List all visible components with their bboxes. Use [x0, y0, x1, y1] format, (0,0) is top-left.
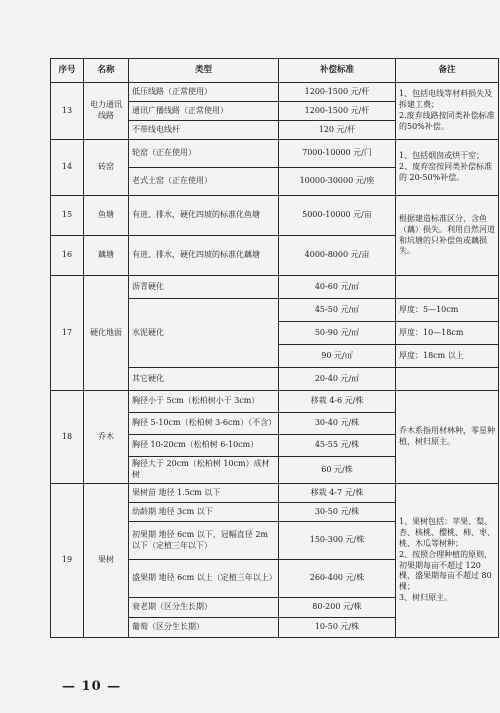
type-cell: 胸径小于 5cm（松柏树小于 3cm）: [129, 391, 279, 413]
type-cell: 胸径 10-20cm（松柏树 6-10cm）: [129, 435, 279, 457]
type-cell: 有进、排水，硬化四坡的标准化鱼塘: [129, 196, 279, 236]
table-row: [51, 276, 499, 299]
type-cell: 不带线电线杆: [129, 121, 279, 140]
row-number: 17: [51, 276, 84, 391]
row-number: 16: [51, 236, 84, 276]
type-cell: 沥青硬化: [129, 276, 279, 299]
type-cell: 衰老期（区分生长期）: [129, 598, 279, 618]
header-note: 备注: [396, 59, 499, 83]
row-name: 乔木: [84, 391, 129, 484]
standard-cell: 4000-8000 元/亩: [279, 236, 396, 276]
type-cell: 葡萄（区分生长期）: [129, 618, 279, 638]
table-row: [51, 140, 499, 168]
note-cell: [396, 276, 499, 299]
type-cell: 低压线路（正常使用）: [129, 83, 279, 102]
type-cell: 盛果期 地径 6cm 以上（定植三年以上）: [129, 560, 279, 598]
note-cell: 厚度：10—18cm: [396, 322, 499, 345]
standard-cell: 40-60 元/㎡: [279, 276, 396, 299]
row-name: 砖窑: [84, 140, 129, 196]
standard-cell: 150-300 元/株: [279, 522, 396, 560]
note-cell: 厚度：5—10cm: [396, 299, 499, 322]
note-cell: 1、包括烟囱或烘干室； 2、废弃窑按同类补偿标准的 20-50%补偿。: [396, 140, 499, 196]
row-number: 18: [51, 391, 84, 484]
header-type: 类型: [129, 59, 279, 83]
row-name: 鱼塘: [84, 196, 129, 236]
note-cell: 厚度：18cm 以上: [396, 345, 499, 368]
standard-cell: 10-50 元/株: [279, 618, 396, 638]
type-cell: 幼龄期 地径 3cm 以下: [129, 503, 279, 522]
standard-cell: 80-200 元/株: [279, 598, 396, 618]
type-cell: 胸径大于 20cm（松柏树 10cm）成材树: [129, 457, 279, 484]
row-number: 15: [51, 196, 84, 236]
standard-cell: 90 元/㎡: [279, 345, 396, 368]
note-cell: 1、果树包括：苹果、梨、杏、核桃、樱桃、柿、枣、桃、木瓜等树种； 2、按照合理种植的原则，初果期每亩不超过 120 棵，盛果期每亩不超过 80 棵； 3、树归原主。: [396, 484, 499, 638]
standard-cell: 5000-10000 元/亩: [279, 196, 396, 236]
standard-cell: 120 元/杆: [279, 121, 396, 140]
standard-cell: 20-40 元/㎡: [279, 368, 396, 391]
header-no: 序号: [51, 59, 84, 83]
header-row: [51, 59, 499, 83]
compensation-table: [50, 58, 499, 638]
standard-cell: 1200-1500 元/杆: [279, 102, 396, 121]
standard-cell: 7000-10000 元/门: [279, 140, 396, 168]
row-name: 硬化地面: [84, 276, 129, 391]
standard-cell: 260-400 元/株: [279, 560, 396, 598]
row-number: 19: [51, 484, 84, 638]
table-body: [51, 83, 499, 638]
type-cell: 老式土窑（正在使用）: [129, 168, 279, 196]
table-row: [51, 484, 499, 503]
note-cell: [396, 368, 499, 391]
table-row: [51, 391, 499, 413]
type-cell: 其它硬化: [129, 368, 279, 391]
row-name: 藕塘: [84, 236, 129, 276]
type-cell: 初果期 地径 6cm 以下，冠幅直径 2m 以下（定植三年以下）: [129, 522, 279, 560]
type-cell: 胸径 5-10cm（松柏树 3-6cm）（不含）: [129, 413, 279, 435]
note-cell: 乔木系指用材林种，零星种植，树归原主。: [396, 391, 499, 484]
row-number: 14: [51, 140, 84, 196]
standard-cell: 50-90 元/㎡: [279, 322, 396, 345]
table-row: [51, 83, 499, 102]
standard-cell: 10000-30000 元/座: [279, 168, 396, 196]
type-cell: 通讯广播线路（正常使用）: [129, 102, 279, 121]
note-cell: 根据建造标准区分，含鱼（藕）损失。利用自然河道和坑塘的只补偿鱼或藕损失。: [396, 196, 499, 276]
standard-cell: 30-40 元/株: [279, 413, 396, 435]
standard-cell: 45-50 元/㎡: [279, 299, 396, 322]
standard-cell: 1200-1500 元/杆: [279, 83, 396, 102]
row-name: 果树: [84, 484, 129, 638]
standard-cell: 移栽 4-6 元/株: [279, 391, 396, 413]
note-cell: 1、包括电线等材料损失及拆建工费； 2.废弃线路按同类补偿标准的50%补偿。: [396, 83, 499, 140]
type-cell: 果树苗 地径 1.5cm 以下: [129, 484, 279, 503]
standard-cell: 45-55 元/株: [279, 435, 396, 457]
header-name: 名称: [84, 59, 129, 83]
type-cell: 水泥硬化: [129, 299, 279, 368]
standard-cell: 移栽 4-7 元/株: [279, 484, 396, 503]
header-standard: 补偿标准: [279, 59, 396, 83]
standard-cell: 30-50 元/株: [279, 503, 396, 522]
row-name: 电力通讯线路: [84, 83, 129, 140]
table-row: [51, 196, 499, 236]
page-number: — 10 —: [62, 679, 122, 694]
standard-cell: 60 元/株: [279, 457, 396, 484]
type-cell: 轮窑（正在使用）: [129, 140, 279, 168]
type-cell: 有进、排水，硬化四坡的标准化藕塘: [129, 236, 279, 276]
row-number: 13: [51, 83, 84, 140]
